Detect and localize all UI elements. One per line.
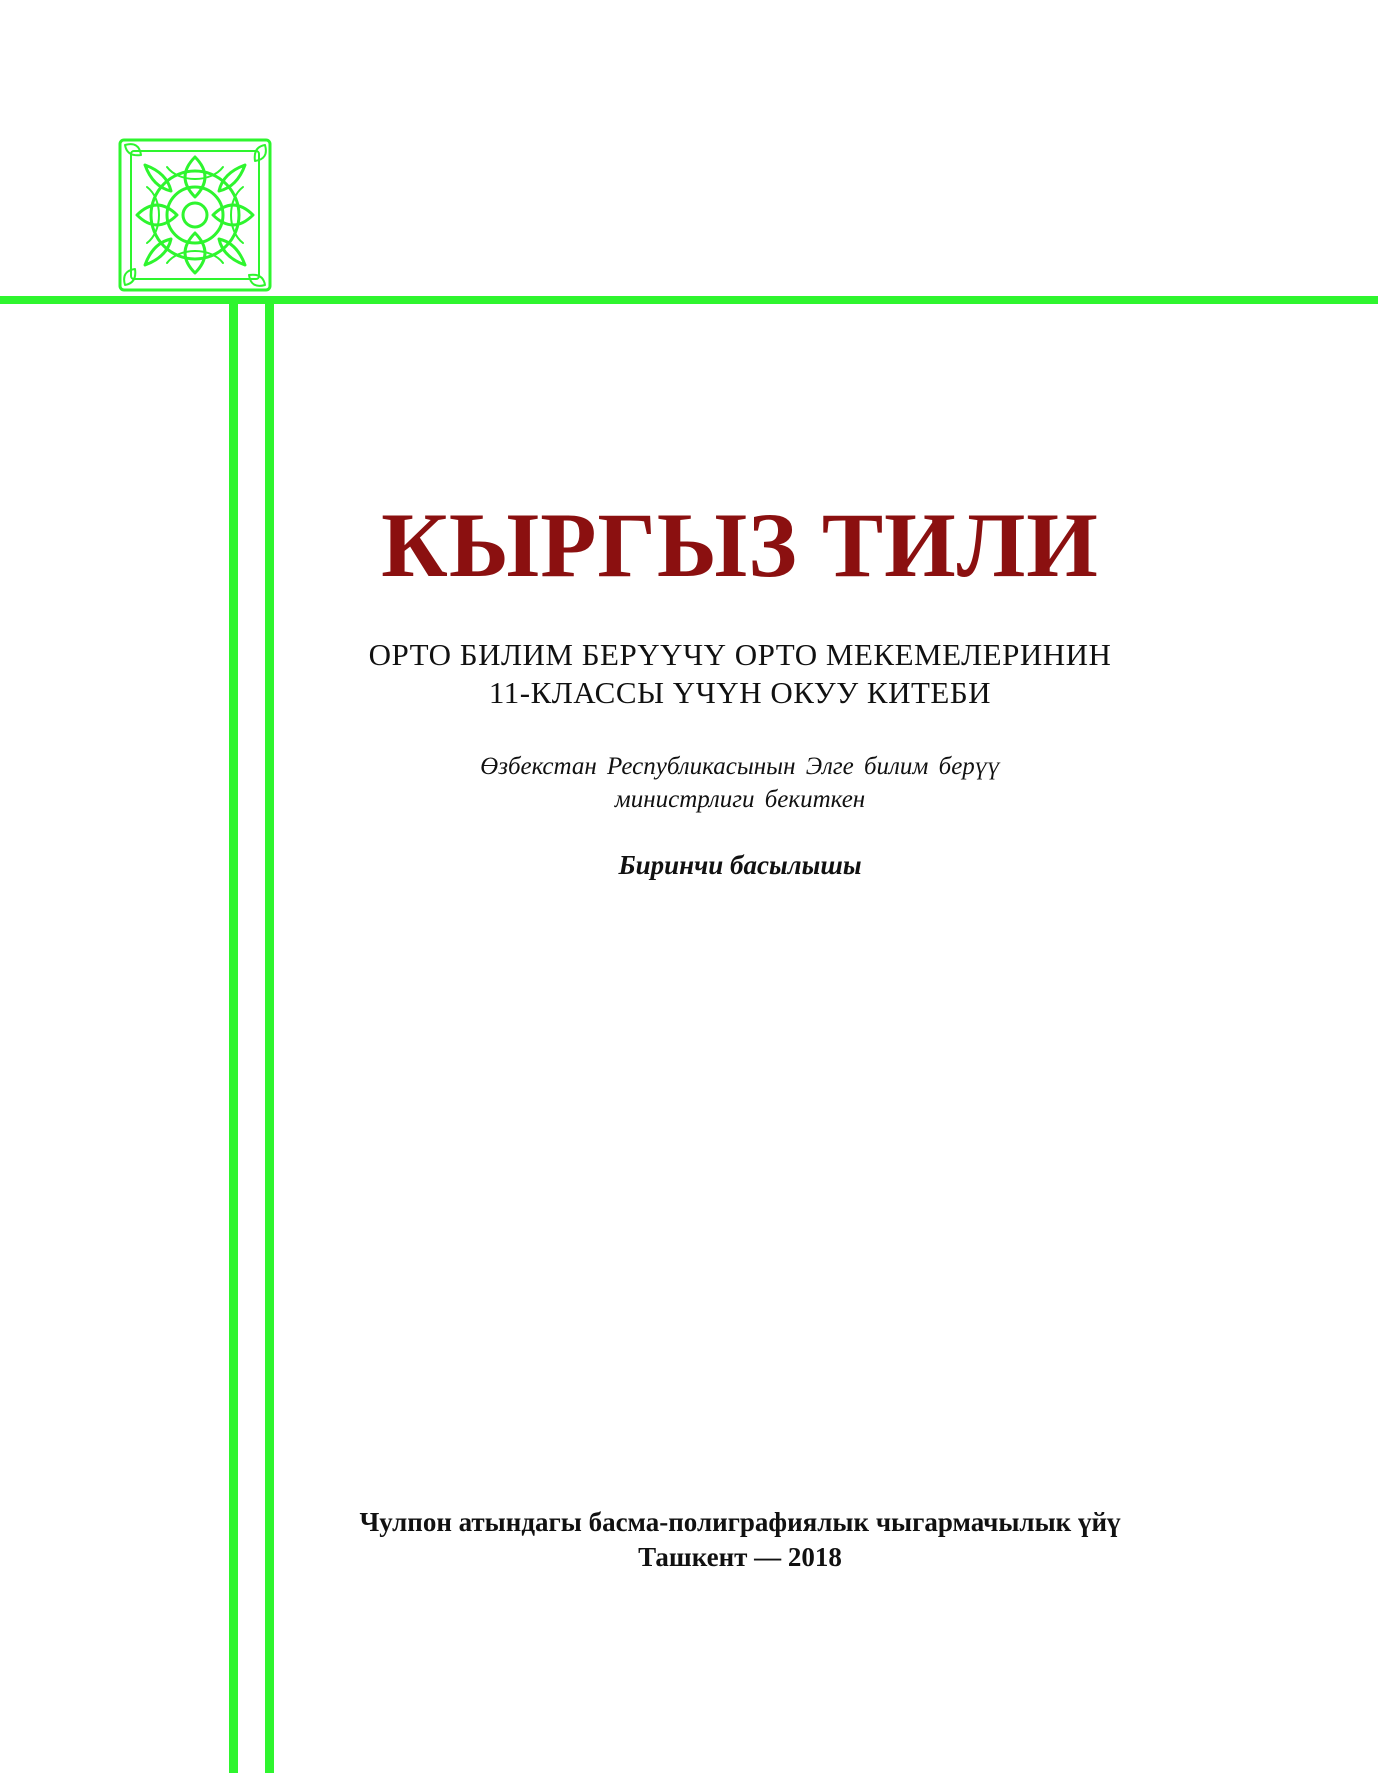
approval-note (270, 750, 1210, 816)
approval-line-1: Өзбекстан Республикасынын Элге билим берүү (480, 753, 1000, 780)
publisher-city-year: Ташкент — 2018 (638, 1542, 842, 1572)
vertical-green-rule-left (229, 296, 238, 1773)
subtitle-line-1: ОРТО БИЛИМ БЕРҮҮЧҮ ОРТО МЕКЕМЕЛЕРИНИН (368, 637, 1112, 672)
book-title: КЫРГЫЗ ТИЛИ (381, 494, 1099, 596)
publisher-name: Чулпон атындагы басма-полиграфиялык чыгармачылык үйү (359, 1507, 1121, 1537)
subtitle (270, 636, 1210, 712)
subtitle-line-2: 11-КЛАССЫ ҮЧҮН ОКУУ КИТЕБИ (488, 675, 992, 710)
horizontal-green-rule (0, 296, 1378, 304)
publisher-info (270, 1505, 1210, 1575)
edition-label: Биринчи басылышы (618, 850, 862, 880)
celtic-knot-ornament-icon (117, 137, 273, 293)
approval-line-2: министрлиги бекиткен (614, 786, 866, 813)
